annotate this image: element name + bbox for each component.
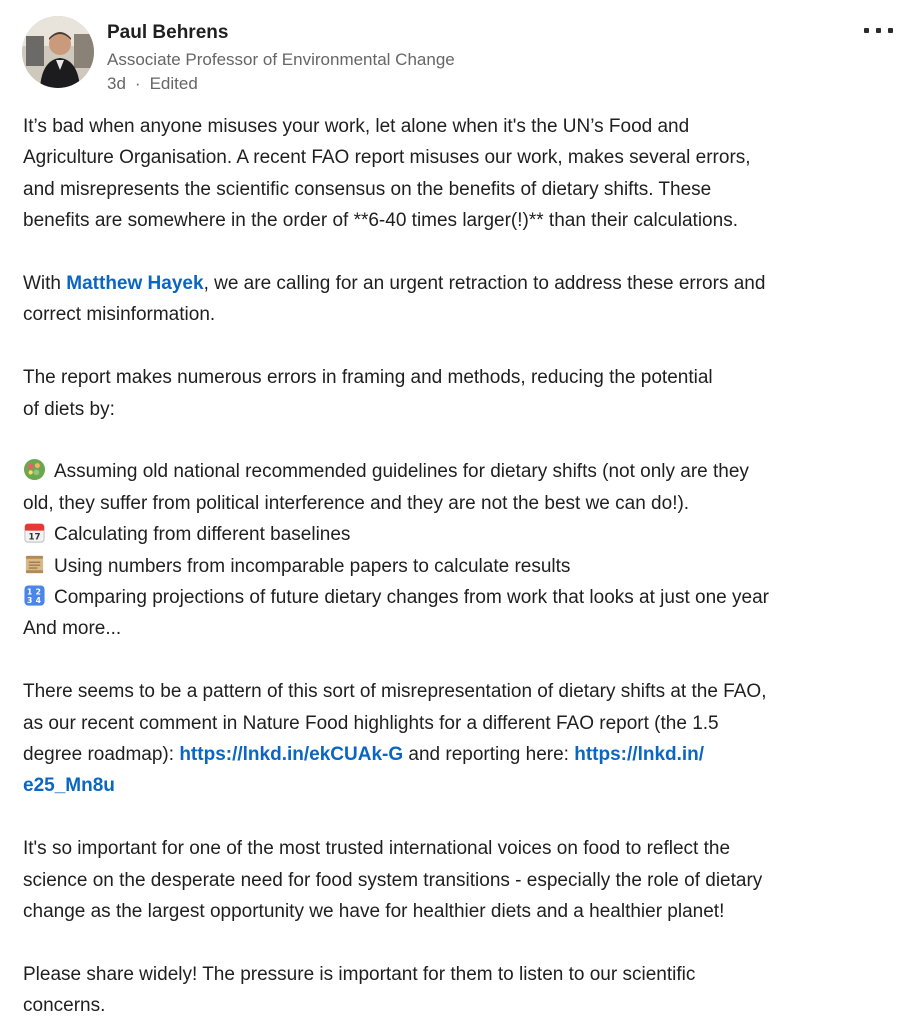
scroll-icon xyxy=(23,553,46,576)
reporting-link[interactable]: https://lnkd.in/ xyxy=(574,744,705,766)
text-fragment: and reporting here: xyxy=(403,744,575,766)
mention-suffix: , we are calling for an urgent retraction to address these errors and xyxy=(203,273,766,295)
edited-label: Edited xyxy=(149,74,198,93)
more-horizontal-icon xyxy=(888,28,893,33)
post-body xyxy=(23,111,903,1022)
paragraph-errors xyxy=(23,362,903,425)
post-timestamp-row xyxy=(107,72,455,96)
text-line: and misrepresents the scientific consensus on the benefits of dietary shifts. These xyxy=(23,178,712,200)
text-line xyxy=(23,739,903,770)
list-item xyxy=(23,582,903,613)
paragraph-pattern xyxy=(23,676,903,802)
svg-text:2: 2 xyxy=(35,587,41,597)
paragraph-share xyxy=(23,959,903,1022)
more-options-button[interactable] xyxy=(862,20,896,40)
list-item xyxy=(23,551,903,582)
reporting-link-continued[interactable]: e25_Mn8u xyxy=(23,775,115,797)
avatar-photo xyxy=(22,16,94,88)
text-line: science on the desperate need for food system transitions - especially the role of dietary xyxy=(23,869,763,891)
paragraph-intro xyxy=(23,111,903,237)
numbers-icon xyxy=(23,584,46,607)
author-name[interactable]: Paul Behrens xyxy=(107,22,229,43)
svg-text:3: 3 xyxy=(27,596,33,606)
more-horizontal-icon xyxy=(864,28,869,33)
paragraph-mention xyxy=(23,268,903,331)
mention-prefix: With xyxy=(23,273,67,295)
text-line: The report makes numerous errors in framing and methods, reducing the potential xyxy=(23,367,713,389)
svg-text:4: 4 xyxy=(35,596,41,606)
list-item-continuation: old, they suffer from political interference and they are not the best we can do!). xyxy=(23,492,690,514)
text-line: Agriculture Organisation. A recent FAO report misuses our work, makes several errors, xyxy=(23,147,751,169)
author-headline: Associate Professor of Environmental Change xyxy=(107,50,455,69)
list-item-text: Using numbers from incomparable papers to calculate results xyxy=(54,555,571,577)
text-line: of diets by: xyxy=(23,398,115,420)
bullet-list xyxy=(23,456,903,644)
post-time: 3d xyxy=(107,74,126,93)
text-line: It's so important for one of the most trusted international voices on food to reflect the xyxy=(23,838,731,860)
text-line xyxy=(23,770,903,801)
separator-dot: · xyxy=(134,74,141,93)
paragraph-importance xyxy=(23,833,903,927)
post-header xyxy=(22,16,902,96)
svg-text:17: 17 xyxy=(28,532,41,543)
text-line: There seems to be a pattern of this sort of misrepresentation of dietary shifts at the FAO, xyxy=(23,681,767,703)
text-line xyxy=(23,268,903,299)
list-item-text: Comparing projections of future dietary changes from work that looks at just one year xyxy=(54,587,769,609)
avatar[interactable] xyxy=(22,16,94,88)
text-line: concerns. xyxy=(23,995,106,1017)
text-line: benefits are somewhere in the order of **6-40 times larger(!)** than their calculations. xyxy=(23,210,738,232)
more-horizontal-icon xyxy=(876,28,881,33)
text-line: It’s bad when anyone misuses your work, let alone when it's the UN’s Food and xyxy=(23,116,690,137)
svg-text:1: 1 xyxy=(27,587,33,597)
list-item-text: Calculating from different baselines xyxy=(54,524,351,546)
text-line: And more... xyxy=(23,618,122,640)
list-item xyxy=(23,519,903,550)
text-fragment: degree roadmap): xyxy=(23,744,180,766)
author-meta xyxy=(107,20,455,96)
text-line: Please share widely! The pressure is important for them to listen to our scientific xyxy=(23,963,696,985)
text-line: correct misinformation. xyxy=(23,304,216,326)
mention-link-matthew-hayek[interactable]: Matthew Hayek xyxy=(66,273,204,295)
salad-icon xyxy=(23,458,46,481)
text-line: change as the largest opportunity we have for healthier diets and a healthier planet! xyxy=(23,901,725,923)
text-line: as our recent comment in Nature Food highlights for a different FAO report (the 1.5 xyxy=(23,712,719,734)
nature-food-comment-link[interactable]: https://lnkd.in/ekCUAk-G xyxy=(179,744,404,766)
list-item-text: Assuming old national recommended guidelines for dietary shifts (not only are they xyxy=(54,461,749,483)
calendar-icon xyxy=(23,521,46,544)
list-item xyxy=(23,456,903,487)
